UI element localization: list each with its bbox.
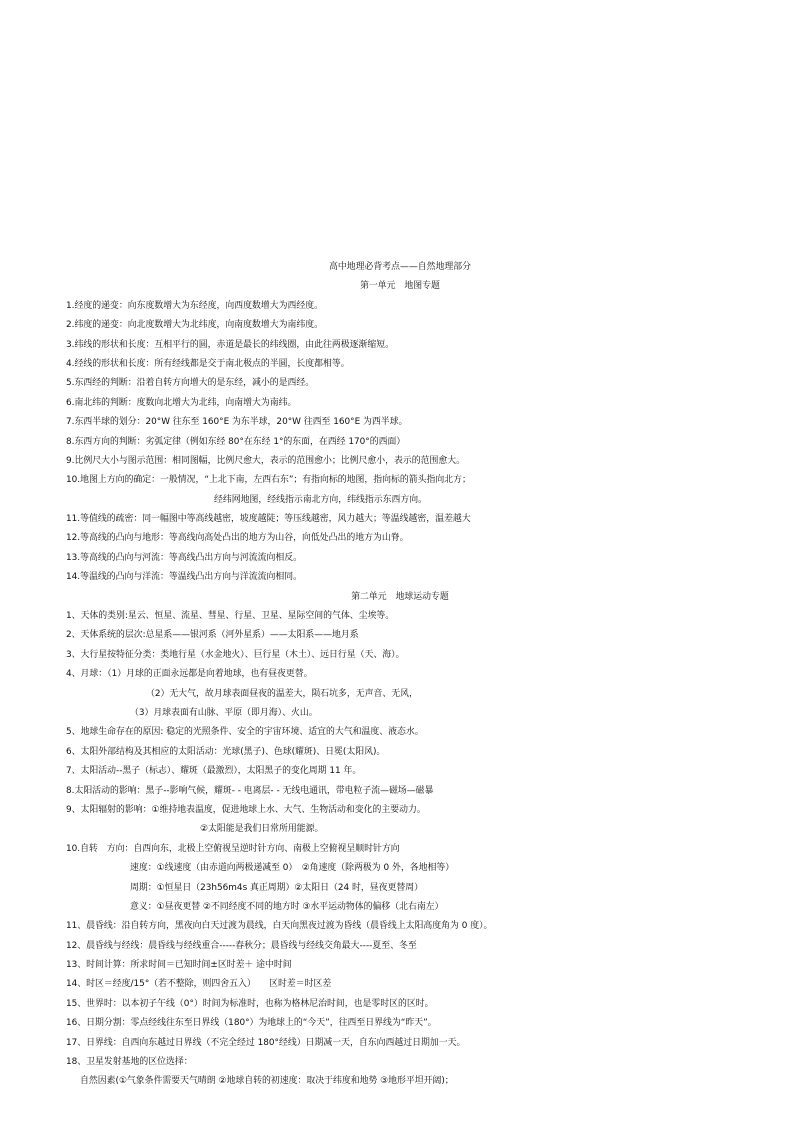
text-line: 4.经线的形状和长度：所有经线都是交于南北极点的半圆，长度都相等。 bbox=[66, 358, 350, 369]
text-line: 13、时间计算：所求时间＝已知时间±区时差＋ 途中时间 bbox=[66, 960, 292, 971]
text-line: 10.自转 方向：自西向东，北极上空俯视呈逆时针方向、南极上空俯视呈顺时针方向 bbox=[66, 843, 400, 854]
text-line: 11.等值线的疏密：同一幅图中等高线越密，坡度越陡；等压线越密，风力越大；等温线越密，温差越大 bbox=[66, 514, 471, 525]
text-line: 2.纬度的递变：向北度数增大为北纬度，向南度数增大为南纬度。 bbox=[66, 320, 323, 331]
text-line: 5、地球生命存在的原因: 稳定的光照条件、安全的宇宙环境、适宜的大气和温度、液态水。 bbox=[66, 727, 424, 738]
text-line: 8.太阳活动的影响：黑子--影响气候，耀斑- - 电离层- - 无线电通讯，带电粒子流—磁场—磁暴 bbox=[66, 785, 434, 796]
text-line: 7.东西半球的划分：20°W 往东至 160°E 为东半球，20°W 往西至 160°E 为西半球。 bbox=[66, 417, 408, 428]
text-line: 6.南北纬的判断：度数向北增大为北纬，向南增大为南纬。 bbox=[66, 397, 297, 408]
text-line: 14、时区＝经度/15°（若不整除，则四舍五入） 区时差＝时区差 bbox=[66, 979, 332, 990]
text-line: 5.东西经的判断：沿着自转方向增大的是东经，减小的是西经。 bbox=[66, 378, 315, 389]
text-line: 16、日期分割：零点经线往东至日界线（180°）为地球上的“今天”，往西至日界线为“昨天”。 bbox=[66, 1018, 437, 1029]
text-line: 14.等温线的凸向与洋流：等温线凸出方向与洋流流向相同。 bbox=[66, 572, 302, 583]
text-line: 自然因素(①气象条件需要天气晴朗 ②地球自转的初速度：取决于纬度和地势 ③地形平坦开阔)； bbox=[80, 1076, 454, 1087]
text-line: 12.等高线的凸向与地形：等高线向高处凸出的地方为山谷，向低处凸出的地方为山脊。 bbox=[66, 533, 409, 544]
text-line: （3）月球表面有山脉、平原（即月海）、火山。 bbox=[130, 707, 318, 718]
text-line: 4、月球：（1）月球的正面永远都是向着地球，也有昼夜更替。 bbox=[66, 669, 313, 680]
text-line: 18、卫星发射基地的区位选择： bbox=[66, 1057, 193, 1068]
text-line: 1.经度的递变：向东度数增大为东经度，向西度数增大为西经度。 bbox=[66, 300, 323, 311]
text-line: 9、太阳辐射的影响：①维持地表温度，促进地球上水、大气、生物活动和变化的主要动力。 bbox=[66, 804, 426, 815]
text-line: ②太阳能是我们日常所用能源。 bbox=[200, 824, 324, 835]
text-line: 11、晨昏线：沿自转方向，黑夜向白天过渡为晨线，白天向黑夜过渡为昏线（晨昏线上太阳高度角为 0 度）。 bbox=[66, 921, 493, 932]
text-line: 7、太阳活动--黑子（标志）、耀斑（最激烈），太阳黑子的变化周期 11 年。 bbox=[66, 766, 362, 777]
text-line: 15、世界时：以本初子午线（0°）时间为标准时，也称为格林尼治时间，也是零时区的区时。 bbox=[66, 998, 434, 1009]
document-title: 高中地理必背考点——自然地理部分 bbox=[329, 262, 471, 272]
text-line: 3.纬线的形状和长度：互相平行的圆，赤道是最长的纬线圈，由此往两极逐渐缩短。 bbox=[66, 339, 394, 350]
document-body bbox=[0, 277, 800, 1091]
text-line: 速度：①线速度（由赤道向两极递减至 0） ②角速度（除两极为 0 外，各地相等） bbox=[130, 863, 455, 874]
section-heading: 第一单元 地图专题 bbox=[360, 281, 440, 292]
text-line: 9.比例尺大小与图示范围：相同图幅，比例尺愈大，表示的范围愈小；比例尺愈小，表示的范围愈大。 bbox=[66, 455, 465, 466]
text-line: 12、晨昏线与经线：晨昏线与经线重合-----春秋分；晨昏线与经线交角最大----夏至、冬至 bbox=[66, 940, 417, 951]
text-line: （2）无大气，故月球表面昼夜的温差大，陨石坑多，无声音、无风， bbox=[146, 688, 418, 699]
text-line: 10.地图上方向的确定：一般情况，“上北下南，左西右东”；有指向标的地图，指向标的箭头指向北方； bbox=[66, 475, 471, 486]
text-line: 经纬网地图，经线指示南北方向，纬线指示东西方向。 bbox=[214, 494, 427, 505]
text-line: 17、日界线：自西向东越过日界线（不完全经过 180°经线）日期减一天，自东向西越过日期加一天。 bbox=[66, 1037, 466, 1048]
text-line: 6、太阳外部结构及其相应的太阳活动：光球(黑子)、色球(耀斑)、日冕(太阳风)。 bbox=[66, 746, 386, 757]
text-line: 意义：①昼夜更替 ②不同经度不同的地方时 ③水平运动物体的偏移（北右南左） bbox=[130, 901, 444, 912]
text-line: 3、大行星按特征分类：类地行星（水金地火）、巨行星（木土）、远日行星（天、海）。 bbox=[66, 649, 405, 660]
text-line: 1、天体的类别:星云、恒星、流星、彗星、行星、卫星、星际空间的气体、尘埃等。 bbox=[66, 611, 395, 622]
text-line: 周期：①恒星日（23h56m4s 真正周期）②太阳日（24 时，昼夜更替周） bbox=[130, 882, 423, 893]
section-heading: 第二单元 地球运动专题 bbox=[351, 591, 449, 602]
text-line: 8.东西方向的判断：劣弧定律（例如东经 80°在东经 1°的东面，在西经 170°的西面） bbox=[66, 436, 406, 447]
text-line: 2、天体系统的层次:总星系——银河系（河外星系）——太阳系——地月系 bbox=[66, 630, 359, 641]
document-page bbox=[0, 258, 800, 1092]
text-line: 13.等高线的凸向与河流：等高线凸出方向与河流流向相反。 bbox=[66, 552, 302, 563]
